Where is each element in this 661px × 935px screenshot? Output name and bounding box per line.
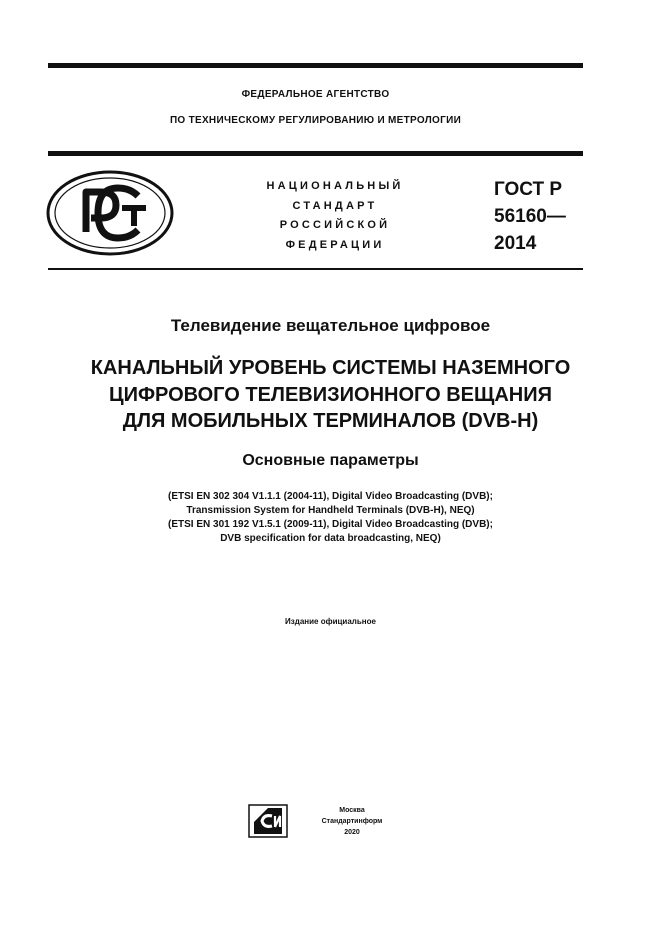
edition-label: Издание официальное [285, 617, 376, 626]
top-rule [48, 63, 583, 68]
designation-line-3: 2014 [494, 233, 537, 254]
publisher-city: Москва [339, 807, 365, 814]
designation-line-2: 56160— [494, 206, 566, 227]
document-subtitle: Телевидение вещательное цифровое [170, 316, 491, 335]
references [40, 490, 621, 546]
title-line-2: ЦИФРОВОГО ТЕЛЕВИЗИОННОГО ВЕЩАНИЯ [108, 383, 553, 406]
standard-type-line-2: СТАНДАРТ [292, 199, 378, 212]
standard-designation [494, 176, 594, 257]
reference-line-3: (ETSI EN 301 192 V1.5.1 (2009-11), Digital Video Broadcasting (DVB); [168, 519, 493, 530]
document-params: Основные параметры [242, 452, 419, 469]
standard-type-line-1: НАЦИОНАЛЬНЫЙ [266, 180, 404, 192]
document-title [30, 355, 631, 435]
reference-line-2: Transmission System for Handheld Terminals (DVB-H), NEQ) [186, 505, 475, 516]
rst-emblem-icon [46, 170, 174, 256]
designation-line-1: ГОСТ Р [494, 179, 563, 200]
title-line-3: ДЛЯ МОБИЛЬНЫХ ТЕРМИНАЛОВ (DVB-H) [122, 410, 539, 432]
publisher-year: 2020 [344, 829, 360, 836]
agency-line-1: ФЕДЕРАЛЬНОЕ АГЕНТСТВО [241, 89, 390, 100]
title-line-1: КАНАЛЬНЫЙ УРОВЕНЬ СИСТЕМЫ НАЗЕМНОГО [90, 357, 571, 379]
standard-type-line-4: ФЕДЕРАЦИИ [285, 238, 385, 251]
standard-type [240, 177, 430, 255]
publisher-info [312, 805, 392, 838]
agency-line-2: ПО ТЕХНИЧЕСКОМУ РЕГУЛИРОВАНИЮ И МЕТРОЛОГИИ [169, 115, 462, 126]
thin-rule [48, 268, 583, 270]
reference-line-1: (ETSI EN 302 304 V1.1.1 (2004-11), Digital Video Broadcasting (DVB); [168, 491, 493, 502]
publisher-name: Стандартинформ [321, 818, 383, 825]
standard-type-line-3: РОССИЙСКОЙ [279, 219, 391, 231]
middle-rule [48, 151, 583, 156]
reference-line-4: DVB specification for data broadcasting, NEQ) [220, 533, 441, 544]
standartinform-logo-icon [248, 804, 288, 838]
